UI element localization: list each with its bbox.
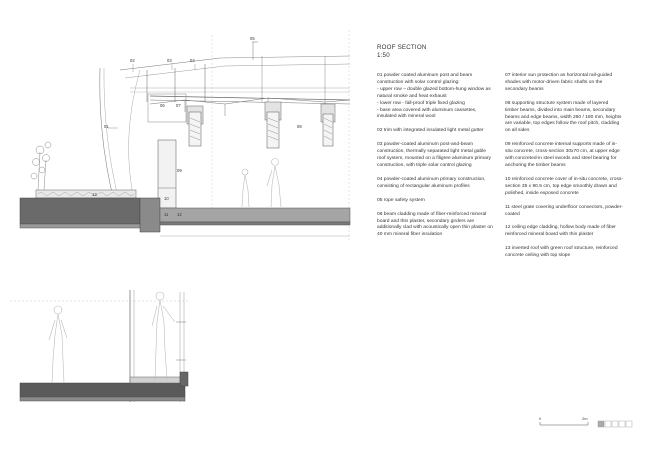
callout-07: 07 [176,103,181,108]
notes-column-left [377,73,495,246]
callout-05: 05 [250,36,255,41]
note-02: 02 trim with integrated insulated light metal gutter [377,128,484,134]
note-03: 03 powder-coated aluminum post-and-beam construction, thermally separated light metal gable roof system, mounted on a filigree aluminum primary construction, with triple solar control glazing [377,142,491,168]
sheet-title: ROOF SECTION [377,44,427,51]
callout-04: 04 [190,58,195,63]
scale-bar [539,416,588,425]
person-figure-upper [267,159,281,208]
callout-01: 01 [104,124,109,129]
note-13: 13 inverted roof with green roof structure, reinforced concrete ceiling with top slope [505,246,618,259]
note-12: 12 ceiling edge cladding, hollow body made of fiber reinforced mineral board with thin plaster [505,225,616,238]
scale-bar-start-label: 0 [539,416,542,421]
callout-09: 09 [177,168,182,173]
callout-02: 02 [130,58,135,63]
note-04: 04 powder-coated aluminum primary construction, consisting of rectangular aluminum profiles [377,176,486,189]
person-figure-left [49,306,67,383]
callout-03: 03 [167,58,172,63]
scale-bar-end-label: 2m [582,416,588,421]
sheet-title-block [377,44,427,60]
note-01: 01 powder coated aluminum post and beam construction with solar control glazing: - upper row – double glazed bottom-hung window as natural smoke and heat exhaust - lower row - fall-proof triple fixed glazing - base area covered with aluminum cassettes, insulated with mineral wool [377,73,491,120]
note-06: 06 beam cladding made of fiber-reinforced mineral board and thin plaster, secondary girders are additionally clad with acoustically open thin plaster on 40 mm mineral fiber insulation [377,211,493,238]
sheet-key-boxes [598,421,632,427]
callout-06: 06 [160,103,165,108]
sheet-scale: 1:50 [377,52,390,59]
callout-08: 08 [297,124,302,129]
lower-section-detail [10,290,190,402]
plant-outline [31,142,51,190]
callout-12: 12 [177,212,182,217]
note-08: 08 supporting structure system made of layered timber beams, divided into main beams, secondary beams and edge beams, width 260 / 180 mm, heights are variable, top edges follow the roof pitch, cladding on all sides [505,100,622,134]
note-09: 09 reinforced concrete internal supports made of in-situ concrete, cross-section 30x70 cm, at upper edge with concreted-in steel swords and steel bearing for anchoring the timber beams [505,142,620,168]
person-figure-right [152,292,175,380]
note-05: 05 rope safety system [377,197,425,203]
notes-column-right [505,73,623,267]
note-11: 11 steel grate covering underfloor convectors, powder-coated [505,204,623,217]
upper-section-detail [20,30,350,240]
note-07: 07 interior sun protection as horizontal rail-guided shades with motor-driven fabric shafts on the secondary beams [505,73,613,92]
callout-11: 11 [164,212,169,217]
note-10: 10 reinforced concrete cover of in-situ concrete, cross-section 35 x 90.5 cm, top edge smoothly drawn and polished, inside exposed concrete [505,176,623,196]
callout-13: 13 [92,192,97,197]
callout-10: 10 [164,196,169,201]
